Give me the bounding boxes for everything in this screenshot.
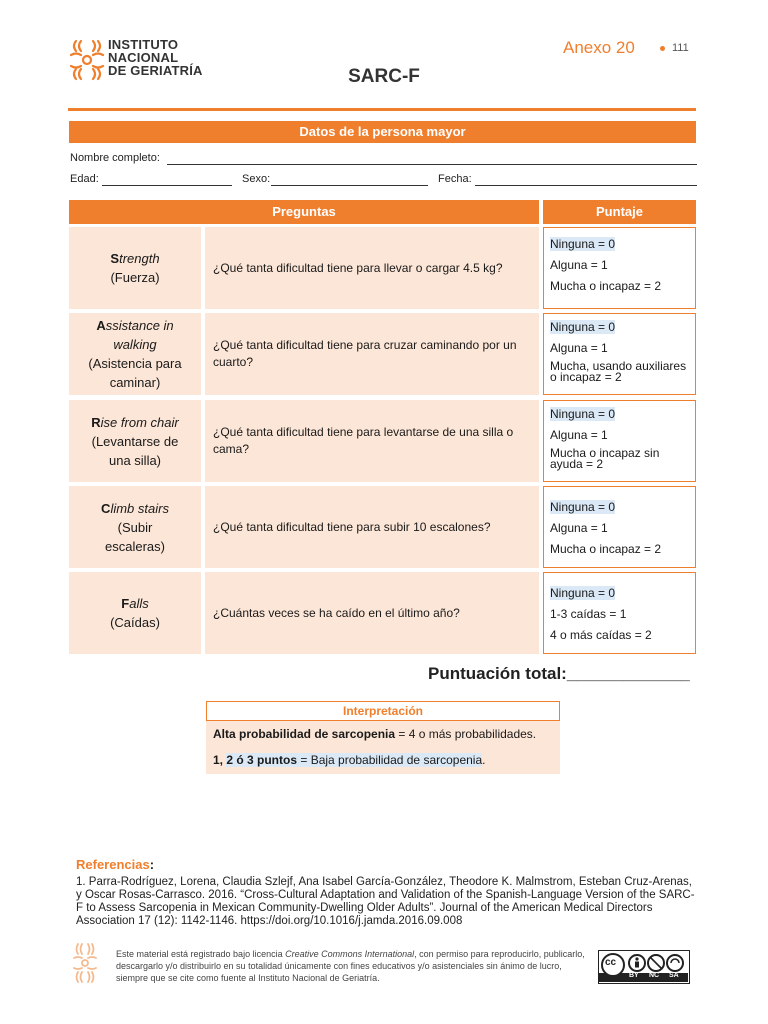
score-options-falls[interactable]: Ninguna = 0 1-3 caídas = 1 4 o más caídas = 2: [543, 572, 696, 654]
row-label-climb: Climb stairs (Subir escaleras): [69, 486, 201, 568]
cc-nc-label: NC: [649, 972, 660, 979]
interpretation-low: 1, 2 ó 3 puntos = Baja probabilidad de sarcopenia.: [213, 753, 486, 767]
age-field[interactable]: [102, 185, 232, 186]
license-text: Este material está registrado bajo licencia Creative Commons International, con permiso para reproducirlo, publicarlo, descargarlo y/o distribuirlo en su totalidad únicamente con fines educativos y/o asistenciales sin ánimo de lucro, siempre que se cite como fuente al Instituto Nacional de Geriatría.: [116, 949, 585, 983]
question-rise: ¿Qué tanta dificultad tiene para levantarse de una silla o cama?: [205, 400, 539, 482]
datos-section-title: Datos de la persona mayor: [69, 121, 696, 143]
score-header: Puntaje: [543, 200, 696, 224]
header-divider: [68, 108, 696, 111]
row-label-assistance: Assistance in walking (Asistencia para caminar): [69, 313, 201, 395]
question-falls: ¿Cuántas veces se ha caído en el último año?: [205, 572, 539, 654]
interpretation-high: Alta probabilidad de sarcopenia = 4 o más probabilidades.: [213, 727, 537, 741]
cc-by-label: BY: [629, 972, 639, 979]
name-field[interactable]: [167, 164, 697, 165]
interpretation-box: [206, 721, 560, 774]
footer-logo-icon: [72, 942, 98, 984]
score-options-strength[interactable]: Ninguna = 0 Alguna = 1 Mucha o incapaz = 2: [543, 227, 696, 309]
page-number: 111: [672, 42, 689, 54]
cc-sa-label: SA: [669, 972, 679, 979]
question-strength: ¿Qué tanta dificultad tiene para llevar o cargar 4.5 kg?: [205, 227, 539, 309]
interpretation-title: Interpretación: [206, 701, 560, 721]
reference-item: 1. Parra-Rodríguez, Lorena, Claudia Szlejf, Ana Isabel García-González, Theodore K. Malmstrom, Esteban Cruz-Arenas, y Oscar Rosas-Carrasco. 2016. “Cross-Cultural Adaptation and Validation of the Spanish-Language Version of the SARC-F to Assess Sarcopenia in Mexican Community-Dwelling Older Adults”. Journal of the American Medical Directors Association 17 (12): 1142-1146. https://doi.org/10.1016/j.jamda.2016.09.008: [76, 876, 695, 927]
page-title: SARC-F: [348, 66, 420, 87]
row-label-falls: Falls (Caídas): [69, 572, 201, 654]
sex-label: Sexo:: [242, 173, 271, 185]
sex-field[interactable]: [271, 185, 428, 186]
age-label: Edad:: [70, 173, 99, 185]
bullet-icon: [660, 46, 665, 51]
cc-icon: cc: [605, 957, 617, 968]
score-options-climb[interactable]: Ninguna = 0 Alguna = 1 Mucha o incapaz = 2: [543, 486, 696, 568]
question-climb: ¿Qué tanta dificultad tiene para subir 10 escalones?: [205, 486, 539, 568]
date-label: Fecha:: [438, 173, 472, 185]
score-options-assistance[interactable]: Ninguna = 0 Alguna = 1 Mucha, usando auxiliares o incapaz = 2: [543, 313, 696, 395]
score-options-rise[interactable]: Ninguna = 0 Alguna = 1 Mucha o incapaz sin ayuda = 2: [543, 400, 696, 482]
annex-label: Anexo 20: [563, 38, 635, 57]
question-assistance: ¿Qué tanta dificultad tiene para cruzar caminando por un cuarto?: [205, 313, 539, 395]
references-title: Referencias:: [76, 857, 155, 872]
name-label: Nombre completo:: [70, 152, 160, 164]
date-field[interactable]: [475, 185, 697, 186]
creative-commons-badge: [598, 950, 690, 984]
row-label-rise: Rise from chair (Levantarse de una silla): [69, 400, 201, 482]
institute-name: INSTITUTO NACIONAL DE GERIATRÍA: [108, 37, 203, 78]
questions-header: Preguntas: [69, 200, 539, 224]
total-score-field[interactable]: Puntuación total:_____________: [428, 664, 690, 683]
row-label-strength: Strength (Fuerza): [69, 227, 201, 309]
